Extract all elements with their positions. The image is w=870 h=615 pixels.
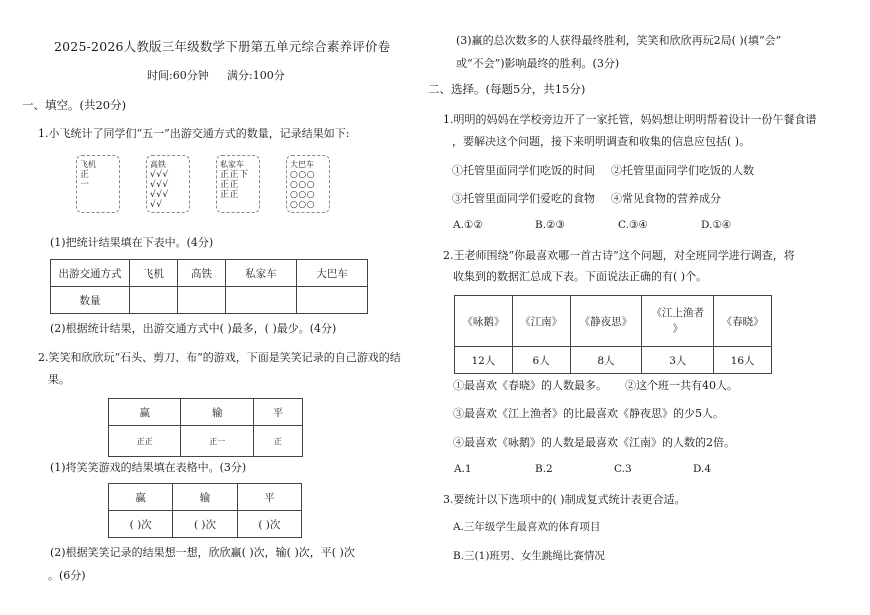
- choice-item: ①托管里面同学们吃饭的时间: [452, 164, 595, 177]
- answer-cell-plane[interactable]: [130, 287, 178, 314]
- question-2-sub-1: (1)将笑笑游戏的结果填在表格中。(3分): [50, 461, 247, 474]
- answer-cell[interactable]: ( )次: [237, 511, 301, 538]
- option-a[interactable]: A.1: [454, 463, 472, 475]
- question-1-sub-1: (1)把统计结果填在下表中。(4分): [50, 236, 214, 249]
- answer-cell[interactable]: ( )次: [173, 511, 237, 538]
- question-2-sub-3-continued: 或“不会”)影响最终的胜利。(3分): [456, 57, 620, 70]
- section-choice-heading: 二、选择。(每题5分，共15分): [428, 82, 586, 96]
- choice-question-1-stem: 1.明明的妈妈在学校旁边开了一家托管，妈妈想让明明帮着设计一份午餐食谱: [443, 113, 817, 126]
- poem-survey-table: [454, 295, 772, 374]
- table-header-cell: 输: [173, 484, 237, 511]
- table-header-cell: 《咏鹅》: [455, 296, 513, 347]
- option-b[interactable]: B.2: [535, 463, 553, 475]
- table-header-cell: 出游交通方式: [51, 260, 130, 287]
- table-cell: 3人: [642, 347, 714, 374]
- answer-cell[interactable]: ( )次: [109, 511, 173, 538]
- table-header-cell: 输: [181, 399, 253, 426]
- option-c[interactable]: C.③④: [618, 219, 648, 231]
- question-2-sub-3: (3)赢的总次数多的人获得最终胜利，笑笑和欣欣再玩2局( )(填“会”: [456, 34, 782, 47]
- tally-card-label: 飞机: [80, 160, 96, 169]
- tally-card-plane: [76, 155, 120, 213]
- tally-mark: √√√: [150, 190, 169, 200]
- table-cell: 16人: [714, 347, 772, 374]
- table-header-cell: 平: [253, 399, 302, 426]
- tally-mark: √√: [150, 200, 163, 210]
- table-header-cell: 《静夜思》: [570, 296, 642, 347]
- tally-mark: √√√: [150, 170, 169, 180]
- tally-card-label: 高铁: [150, 160, 166, 169]
- option-d[interactable]: D.4: [693, 463, 712, 475]
- table-header-cell: 私家车: [226, 260, 297, 287]
- poem-title-line: 》: [672, 323, 684, 335]
- choice-item: ④常见食物的营养成分: [611, 192, 721, 205]
- question-2-stem: 2.笑笑和欣欣玩“石头、剪刀、布”的游戏，下面是笑笑记录的自己游戏的结: [38, 351, 401, 364]
- table-header-cell: 平: [237, 484, 301, 511]
- statement-2: ②这个班一共有40人。: [625, 379, 738, 392]
- option-a[interactable]: A.①②: [453, 219, 483, 231]
- choice-item: ③托管里面同学们爱吃的食物: [452, 192, 595, 205]
- choice-question-2-stem: 2.王老师围绕“你最喜欢哪一首古诗”这个问题，对全班同学进行调查，将: [443, 249, 795, 262]
- choice-question-1-stem-continued: ，要解决这个问题，接下来明明调查和收集的信息应包括( )。: [452, 135, 751, 148]
- tally-mark: ○○○: [290, 170, 316, 180]
- tally-mark: 正正下: [220, 170, 249, 180]
- option-a[interactable]: A.三年级学生最喜欢的体育项目: [453, 521, 601, 533]
- tally-mark: √√√: [150, 180, 169, 190]
- time-label: 时间:60分钟: [147, 69, 209, 82]
- statement-1: ①最喜欢《春晓》的人数最多。: [453, 379, 607, 392]
- option-c[interactable]: C.3: [614, 463, 632, 475]
- table-header-cell: 大巴车: [297, 260, 368, 287]
- tally-mark: ○○○: [290, 190, 316, 200]
- table-header-cell: 《春晓》: [714, 296, 772, 347]
- option-d[interactable]: D.①④: [701, 219, 732, 231]
- table-header-cell: 高铁: [178, 260, 226, 287]
- table-header-cell: 飞机: [130, 260, 178, 287]
- tally-mark: 正正: [220, 190, 240, 200]
- score-label: 满分:100分: [227, 69, 285, 82]
- table-row-label: 数量: [51, 287, 130, 314]
- section-fill-in-heading: 一、填空。(共20分): [22, 98, 127, 112]
- tally-mark: 正: [80, 170, 90, 180]
- tally-mark: 正正: [220, 180, 240, 190]
- question-1-stem: 1.小飞统计了同学们“五一”出游交通方式的数量，记录结果如下:: [38, 127, 350, 140]
- poem-title-line: 《江上渔者: [651, 307, 705, 319]
- choice-question-2-stem-continued: 收集到的数据汇总成下表。下面说法正确的有( )个。: [453, 270, 708, 283]
- transport-count-table: [50, 259, 368, 314]
- page-title: 2025-2026人教版三年级数学下册第五单元综合素养评价卷: [54, 39, 391, 54]
- tally-card-label: 私家车: [220, 160, 244, 169]
- tally-card-car: [216, 155, 260, 213]
- statement-4: ④最喜欢《咏鹅》的人数是最喜欢《江南》的人数的2倍。: [453, 436, 735, 449]
- tally-card-bus: [286, 155, 330, 213]
- table-header-cell: 赢: [109, 399, 181, 426]
- option-b[interactable]: B.三(1)班男、女生跳绳比赛情况: [453, 550, 605, 562]
- game-record-table: [108, 398, 303, 457]
- tally-card-train: [146, 155, 190, 213]
- table-header-cell: [642, 296, 714, 347]
- question-2-sub-2-continued: 。(6分): [48, 569, 86, 582]
- table-header-cell: 《江南》: [512, 296, 570, 347]
- table-header-cell: 赢: [109, 484, 173, 511]
- table-cell: 6人: [512, 347, 570, 374]
- tally-cell: 正: [253, 426, 302, 457]
- answer-cell-car[interactable]: [226, 287, 297, 314]
- tally-mark: 一: [80, 180, 90, 190]
- answer-cell-bus[interactable]: [297, 287, 368, 314]
- option-b[interactable]: B.②③: [535, 219, 565, 231]
- tally-cell: 正一: [181, 426, 253, 457]
- answer-cell-train[interactable]: [178, 287, 226, 314]
- tally-card-label: 大巴车: [290, 160, 314, 169]
- question-2-stem-continued: 果。: [48, 373, 70, 386]
- tally-mark: ○○○: [290, 180, 316, 190]
- table-cell: 8人: [570, 347, 642, 374]
- game-result-table: [108, 483, 302, 538]
- statement-3: ③最喜欢《江上渔者》的比最喜欢《静夜思》的少5人。: [453, 407, 724, 420]
- tally-mark: ○○○: [290, 200, 316, 210]
- question-2-sub-2: (2)根据笑笑记录的结果想一想，欣欣赢( )次，输( )次，平( )次: [50, 546, 355, 559]
- question-1-sub-2: (2)根据统计结果，出游交通方式中( )最多，( )最少。(4分): [50, 322, 337, 335]
- table-cell: 12人: [455, 347, 513, 374]
- choice-item: ②托管里面同学们吃饭的人数: [611, 164, 754, 177]
- tally-cell: 正正: [109, 426, 181, 457]
- choice-question-3-stem: 3.要统计以下选项中的( )制成复式统计表更合适。: [443, 493, 686, 506]
